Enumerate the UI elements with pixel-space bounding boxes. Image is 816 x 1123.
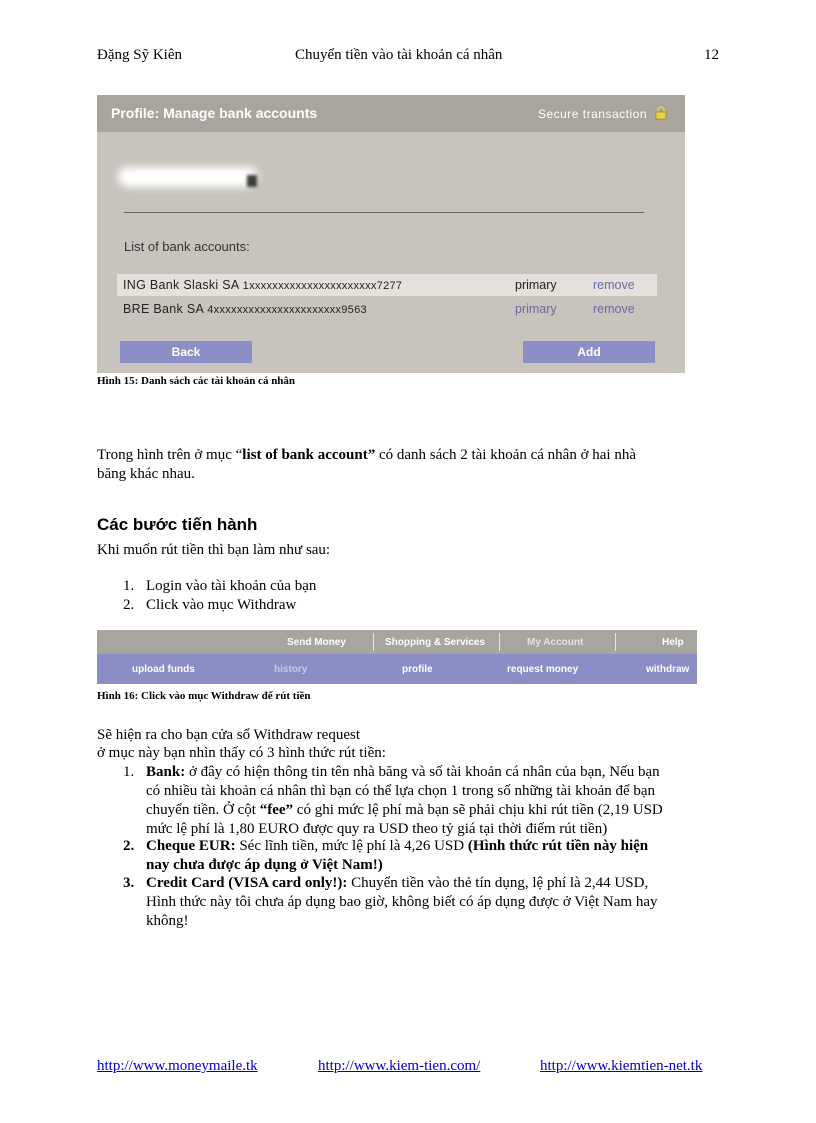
sub-nav [97, 654, 697, 684]
panel-title: Profile: Manage bank accounts [111, 105, 318, 121]
secure-transaction-label: Secure transaction [537, 107, 647, 121]
intro-paragraph: Trong hình trên ở mục “list of bank account” có danh sách 2 tài khoản cá nhân ở hai nhà băng khác nhau. [97, 447, 636, 482]
add-button[interactable]: Add [523, 341, 655, 363]
step-number: 2. [123, 597, 135, 613]
list-label: List of bank accounts: [124, 239, 250, 254]
withdraw-item-credit-card: Credit Card (VISA card only!): Chuyển tiền vào thẻ tín dụng, lệ phí là 2,44 USD, Hình thức này tôi chưa áp dụng bao giờ, không biết có áp dụng được ở Việt Nam hay không! [146, 875, 658, 929]
account-row [117, 298, 657, 320]
step-text: Login vào tài khoản của bạn [146, 578, 317, 594]
panel-titlebar [97, 95, 685, 132]
back-button[interactable]: Back [120, 341, 252, 363]
account-number: 4xxxxxxxxxxxxxxxxxxxxxx9563 [207, 304, 367, 316]
blurred-mark [247, 175, 257, 187]
nav-withdraw[interactable]: withdraw [646, 664, 690, 675]
step-number: 1. [123, 578, 135, 594]
nav-send-money[interactable]: Send Money [287, 637, 346, 648]
footer-link-kiem-tien[interactable]: http://www.kiem-tien.com/ [318, 1058, 481, 1074]
nav-shopping-services[interactable]: Shopping & Services [385, 637, 486, 648]
bank-name: ING Bank Slaski SA [123, 278, 239, 292]
nav-history[interactable]: history [274, 664, 308, 675]
lock-icon [655, 106, 667, 125]
figure16-caption: Hình 16: Click vào mục Withdraw để rút tiền [97, 690, 311, 702]
withdraw-item-cheque: Cheque EUR: Séc lĩnh tiền, mức lệ phí là 4,26 USD (Hình thức rút tiền này hiện nay chưa được áp dụng ở Việt Nam!) [146, 838, 649, 873]
footer-link-kiemtien-net[interactable]: http://www.kiemtien-net.tk [540, 1058, 703, 1074]
page-number: 12 [704, 47, 719, 63]
nav-upload-funds[interactable]: upload funds [132, 664, 195, 675]
blurred-name [118, 167, 258, 187]
item-number: 1. [123, 764, 135, 780]
bank-name: BRE Bank SA [123, 302, 204, 316]
item-number: 2. [123, 838, 135, 854]
remove-link[interactable]: remove [593, 302, 635, 316]
figure-navigation [97, 630, 697, 684]
nav-request-money[interactable]: request money [507, 664, 579, 675]
figure-bank-accounts [97, 95, 685, 373]
step-text: Click vào mục Withdraw [146, 597, 297, 613]
withdraw-line2: ở mục này bạn nhìn thấy có 3 hình thức rút tiền: [97, 745, 386, 761]
remove-link[interactable]: remove [593, 278, 635, 292]
header-author: Đặng Sỹ Kiên [97, 47, 182, 63]
nav-help[interactable]: Help [662, 637, 684, 648]
nav-profile[interactable]: profile [402, 664, 433, 675]
nav-my-account[interactable]: My Account [527, 637, 584, 648]
divider [124, 212, 644, 213]
make-primary-link[interactable]: primary [515, 302, 557, 316]
header-title: Chuyển tiền vào tài khoản cá nhân [295, 47, 503, 63]
primary-label: primary [515, 278, 557, 292]
withdraw-line1: Sẽ hiện ra cho bạn cửa sổ Withdraw request [97, 727, 360, 743]
section-heading: Các bước tiến hành [97, 515, 258, 534]
steps-lead: Khi muốn rút tiền thì bạn làm như sau: [97, 542, 331, 558]
top-nav [97, 630, 697, 654]
figure15-caption: Hình 15: Danh sách các tài khoản cá nhân [97, 375, 296, 387]
footer-link-moneymaile[interactable]: http://www.moneymaile.tk [97, 1058, 258, 1074]
account-number: 1xxxxxxxxxxxxxxxxxxxxxx7277 [242, 280, 403, 292]
account-row [117, 274, 657, 296]
withdraw-item-bank: Bank: ở đây có hiện thông tin tên nhà băng và số tài khoản cá nhân của bạn, Nếu bạn có nhiều tài khoản cá nhân thì bạn có thể lựa chọn 1 trong số những tài khoản để bạn chuyển tiền. Ở cột “fee” có ghi mức lệ phí mà bạn sẽ phải chịu khi rút tiền (2,19 USD mức lệ phí là 1,80 EURO được quy ra USD theo tỷ giá tại thời điểm rút tiền) [146, 764, 663, 837]
item-number: 3. [123, 875, 135, 891]
